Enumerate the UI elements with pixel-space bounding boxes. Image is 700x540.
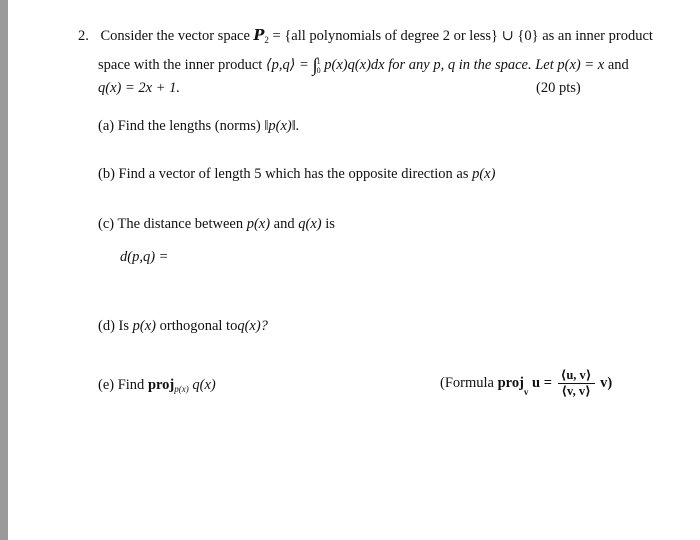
part-c-p: p(x): [246, 216, 271, 232]
integral-upper: 1: [316, 56, 321, 66]
p-definition: p(x) = x: [557, 57, 605, 73]
integral-bounds: [317, 57, 321, 75]
formula-open: (Formula: [440, 375, 494, 391]
part-e-proj: proj: [147, 377, 175, 393]
part-c-text-2: and: [273, 216, 295, 232]
and-word: and: [607, 57, 629, 73]
part-b-text: (b) Find a vector of length 5 which has the opposite direction as: [98, 166, 469, 182]
intro-text-1-end: as an inner product: [542, 28, 653, 44]
part-a: [98, 118, 299, 135]
projection-formula: [440, 368, 612, 399]
part-a-text: (a) Find the lengths (norms): [98, 118, 261, 134]
part-c: [98, 216, 335, 233]
part-b-math: p(x): [472, 166, 496, 182]
space-subscript: 2: [264, 35, 269, 45]
points-label: (20 pts): [536, 80, 581, 96]
part-c-text-1: (c) The distance between: [98, 216, 244, 232]
part-a-norm: ‖p(x)‖.: [264, 118, 300, 134]
q-definition: q(x) = 2x + 1.: [98, 80, 180, 96]
part-d-p: p(x): [132, 318, 156, 334]
part-d-q: q(x)?: [237, 318, 268, 334]
inner-product-lhs: ⟨p,q⟩ =: [265, 57, 309, 73]
part-e-q: q(x): [192, 377, 216, 393]
integral-lower: 0: [316, 65, 321, 75]
intro-text-2: space with the inner product: [98, 57, 263, 73]
part-e-text: (e) Find: [98, 377, 145, 393]
part-d-text-1: (d) Is: [98, 318, 130, 334]
formula-proj-subscript: v: [523, 386, 529, 397]
part-d: [98, 318, 268, 335]
integral-sign: ∫: [312, 55, 318, 76]
intro-text-1: Consider the vector space: [100, 28, 250, 44]
space-symbol: P: [253, 27, 265, 44]
problem-line-1: [78, 27, 653, 45]
part-c-text-3: is: [325, 216, 335, 232]
page-left-edge: [0, 0, 8, 540]
problem-line-3: [98, 80, 180, 97]
integrand: p(x)q(x)dx: [324, 57, 385, 73]
formula-close: v): [600, 375, 613, 391]
part-b: [98, 166, 495, 183]
formula-u: u =: [532, 375, 552, 391]
part-d-text-2: orthogonal to: [159, 318, 238, 334]
part-e: [98, 377, 216, 394]
part-c-distance: d(p,q) =: [120, 249, 169, 265]
part-c-q: q(x): [298, 216, 322, 232]
formula-numerator: ⟨u, v⟩: [558, 368, 595, 384]
intro-text-2-end: for any p, q in the space. Let: [388, 57, 554, 73]
formula-denominator: ⟨v, v⟩: [561, 384, 591, 398]
space-definition: = {all polynomials of degree 2 or less} ∪ {0}: [272, 28, 539, 44]
part-e-proj-subscript: p(x): [174, 384, 189, 394]
problem-line-2: [98, 55, 629, 77]
problem-number: 2.: [78, 28, 89, 44]
formula-fraction: [558, 368, 595, 399]
formula-proj: proj: [497, 375, 524, 391]
